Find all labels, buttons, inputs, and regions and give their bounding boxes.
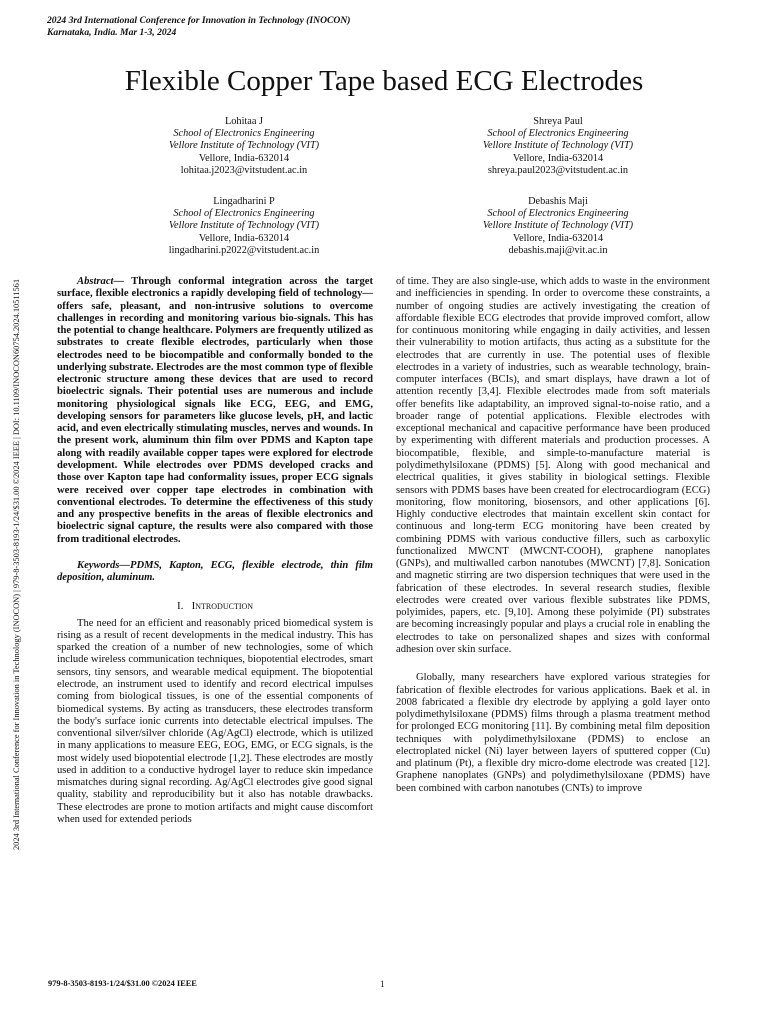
author-name: Shreya Paul bbox=[533, 116, 583, 127]
author-email[interactable]: shreya.paul2023@vitstudent.ac.in bbox=[487, 164, 629, 176]
body-paragraph: The need for an efficient and reasonably priced biomedical system is rising as a result of recent developments in the medical industry. This has sparked the creation of a number of new technologies, some of which include wireless communication techniques, biopotential electrodes, smart sensors, tiny sensors, and wearable medical equipment. The biopotential electrode, an instrument used to identify and record electrical impulses coming from biological tissues, is one of the essential components of biomedical systems. By acting as transducers, these electrodes transform the body's surface ionic currents into detectable electrical impulses. The conventional silver/silver chloride (Ag/AgCl) electrode, which is utilized in many applications to measure EEG, EOG, EMG, or ECG signals, is the most widely used biopotential electrode [1,2]. These electrodes are mostly used in addition to a conductive hydrogel layer to reduce skin impedance mismatches during signal recording. Ag/AgCl electrodes give good signal quality, stability and reproducibility but it also has notable drawbacks. These electrodes are prone to motion artifacts and might cause discomfort when used for extended periods bbox=[57, 617, 373, 825]
author-dept: School of Electronics Engineering bbox=[173, 128, 315, 140]
conference-header bbox=[47, 15, 350, 39]
author-name: Debashis Maji bbox=[528, 196, 588, 207]
conference-location: Karnataka, India. Mar 1-3, 2024 bbox=[47, 27, 177, 38]
body-paragraph: Globally, many researchers have explored various strategies for fabrication of flexible electrodes for various applications. Baek et al. in 2008 fabricated a flexible dry electrode by applying a gold layer onto polydimethylsiloxane (PDMS) films through a plasma treatment method for prolonged ECG monitoring [11]. By combining metal film deposition techniques with polydimethylsiloxane (PDMS) to enclose an electroplated nickel (Ni) layer between layers of sputtered copper (Cu) and platinum (Pt), a flexible dry micro-dome electrode was created [12]. Graphene nanoplates (GNPs) and polydimethylsiloxane (PDMS) have been combined with carbon nanotubes (CNTs) to improve bbox=[396, 672, 710, 794]
author-inst: Vellore Institute of Technology (VIT) bbox=[168, 140, 320, 152]
side-doi-note: 2024 3rd International Conference for Innovation in Technology (INOCON) | 979-8-3503-8193-1/24/$31.00 ©2024 IEEE | DOI: 10.1109/INOCON60754.2024.10511561 bbox=[12, 278, 21, 850]
author-name: Lingadharini P bbox=[213, 196, 275, 207]
page-number: 1 bbox=[380, 979, 385, 989]
footer-copyright: 979-8-3503-8193-1/24/$31.00 ©2024 IEEE bbox=[48, 979, 197, 988]
keywords: Keywords—PDMS, Kapton, ECG, flexible electrode, thin film deposition, aluminum. bbox=[57, 559, 373, 584]
author-email[interactable]: lohitaa.j2023@vitstudent.ac.in bbox=[180, 164, 308, 176]
author-block bbox=[408, 116, 708, 177]
author-inst: Vellore Institute of Technology (VIT) bbox=[482, 220, 634, 232]
author-name: Lohitaa J bbox=[224, 116, 264, 127]
author-dept: School of Electronics Engineering bbox=[487, 128, 629, 140]
author-dept: School of Electronics Engineering bbox=[173, 208, 315, 220]
section-title: Introduction bbox=[191, 600, 254, 613]
abstract-text: Through conformal integration across the target surface, flexible electronics a rapidly developing field of technology—offers safe, pleasant, and non-intrusive solutions to overcome challenges in recording and monitoring various bio-signals. This has the potential to change healthcare. Polymers are frequently utilized as substrates to create flexible electrodes, particularly when those electrodes need to be biocompatible and conformally bonded to the underlying substrate. Electrodes are the most common type of flexible electronic structure among these devices that are used to record bioelectric signals. Their potential uses are numerous and include monitoring physiological signals like ECG, EEG, and EMG, developing sensors for parameters like glucose levels, pH, and lactic acid, and even electrically stimulating muscles, nerves and wounds. In the present work, aluminum thin film over PDMS and Kapton tape along with readily available copper tapes were explored for electrode development. While electrodes over PDMS developed cracks and those over Kapton tape had conformality issues, proper ECG signals were received over copper tape electrodes in combination with conventional electrodes. To determine the effectiveness of this study and any prospective benefits in the areas of flexible electronics and bioelectric signal capture, the results were also compared with those from traditional electrodes. bbox=[57, 276, 373, 545]
author-inst: Vellore Institute of Technology (VIT) bbox=[168, 220, 320, 232]
author-email[interactable]: debashis.maji@vit.ac.in bbox=[508, 244, 608, 256]
left-column bbox=[57, 276, 373, 826]
right-column bbox=[396, 276, 710, 795]
author-email[interactable]: lingadharini.p2022@vitstudent.ac.in bbox=[168, 244, 320, 256]
author-dept: School of Electronics Engineering bbox=[487, 208, 629, 220]
author-block bbox=[408, 196, 708, 257]
abstract-label: Abstract— bbox=[77, 276, 125, 287]
author-block bbox=[94, 196, 394, 257]
author-city: Vellore, India-632014 bbox=[198, 152, 290, 164]
author-city: Vellore, India-632014 bbox=[512, 152, 604, 164]
paper-title: Flexible Copper Tape based ECG Electrodes bbox=[124, 65, 644, 97]
section-heading bbox=[57, 600, 373, 612]
abstract bbox=[57, 276, 373, 546]
section-number: I. bbox=[176, 600, 184, 613]
body-paragraph: of time. They are also single-use, which adds to waste in the environment and inefficiencies in spending. In order to overcome these constraints, a number of ongoing studies are actively investigating the creation of affordable flexible ECG electrodes that provide improved comfort, allow for continuous monitoring while engaging in daily activities, and lessen their vulnerability to motion artifacts, thus acting as a substitute for the electrodes that are currently in use. The potential uses of flexible electrodes in a variety of industries, such as wearable technology, brain-computer interfaces (BCIs), and smart displays, have drawn a lot of attention recently [3,4]. Flexible electrodes made from soft materials offer benefits like adaptability, an improved signal-to-noise ratio, and a broader range of potential applications. Flexible electrodes with exceptional mechanical and capacitive performance have been produced by experimenting with different materials and production processes. A biocompatible, flexible, and simple-to-manufacture material is polydimethylsiloxane (PDMS) [5]. Along with good mechanical and electrical qualities, it gives stability in biological settings. Flexible sensors with PDMS bases have been created for electrocardiogram (ECG) monitoring, flow monitoring, biosensors, and other applications [6]. Highly conductive electrodes that maintain excellent skin contact for continuous and long-term ECG monitoring have been created by combining PDMS with various conductive fillers, such as carboxylic functionalized MWCNT (MWCNT-COOH), graphene nanoplates (GNPs), and multiwalled carbon nanotubes (MWCNT) [7,8]. Sonication and magnetic stirring are two dispersion techniques that were used in the fabrication of these electrodes. In several research studies, flexible electrodes were created over various flexible substrates like PDMS, polyimides, papers, etc. [9,10]. Among these polyimide (PI) substrates are becoming increasingly popular and plays a crucial role in enabling the electrodes to take on personalized shapes and sizes with conformal adhesion over skin surface. bbox=[396, 276, 710, 655]
author-city: Vellore, India-632014 bbox=[512, 232, 604, 244]
author-city: Vellore, India-632014 bbox=[198, 232, 290, 244]
author-inst: Vellore Institute of Technology (VIT) bbox=[482, 140, 634, 152]
conference-name: 2024 3rd International Conference for Innovation in Technology (INOCON) bbox=[47, 15, 351, 26]
author-block bbox=[94, 116, 394, 177]
